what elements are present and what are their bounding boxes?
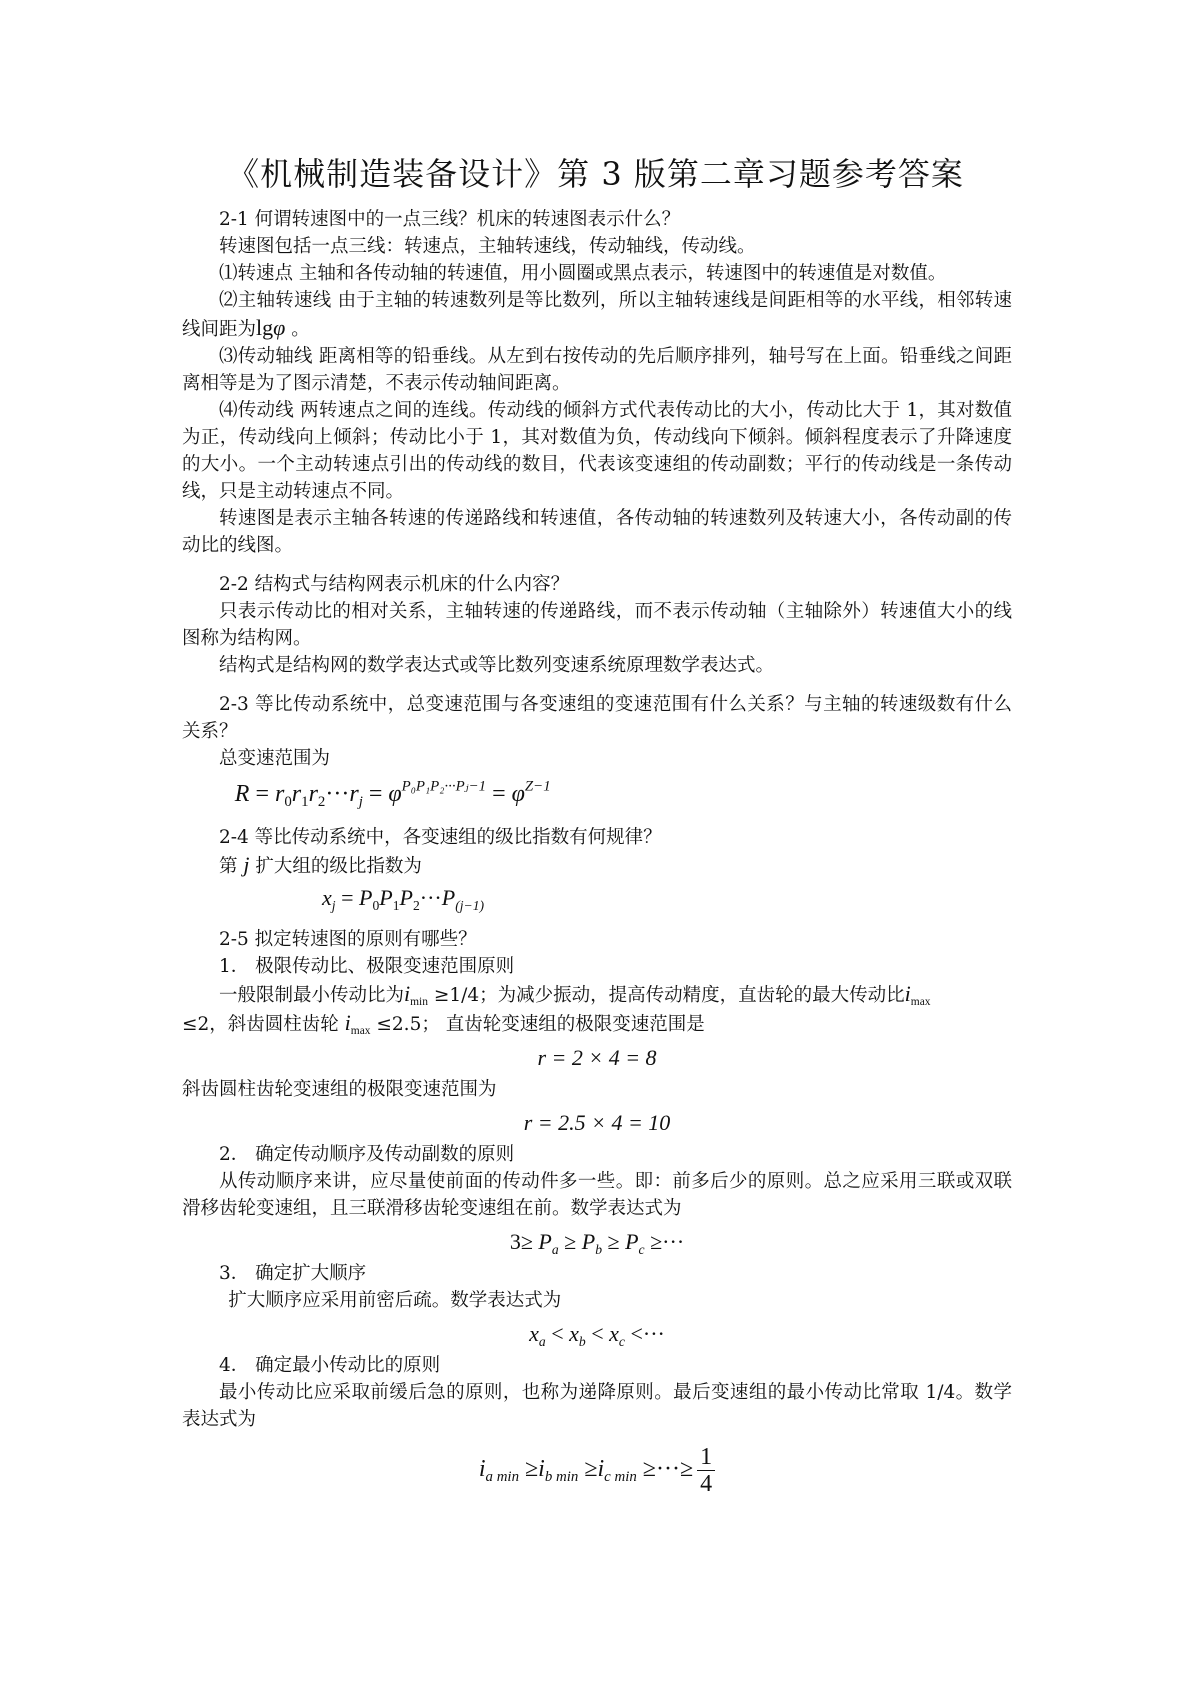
formula-ratio-index bbox=[322, 882, 1012, 914]
text: ⑵主轴转速线 由于主轴的转速数列是等比数列，所以主轴转速线是间距相等的水平线，相邻转速线间距为 bbox=[182, 290, 1012, 340]
math-r: r bbox=[291, 781, 302, 807]
math-tail: ≥··· bbox=[644, 1229, 685, 1254]
math-sub: 2 bbox=[412, 897, 420, 913]
math-i: i bbox=[344, 1010, 351, 1035]
math-lt: < bbox=[585, 1321, 610, 1346]
math-ge: ≥ bbox=[519, 1456, 539, 1482]
math-sub: 1 bbox=[392, 897, 400, 913]
formula-min-ratio bbox=[182, 1439, 1012, 1499]
math-sub: 0 bbox=[284, 794, 292, 811]
math-eq: = bbox=[486, 781, 512, 807]
paragraph bbox=[182, 1009, 1012, 1038]
text: ≤2，斜齿圆柱齿轮 bbox=[182, 1014, 345, 1035]
document-body bbox=[182, 206, 1012, 1501]
math-ge: ≥ bbox=[558, 1229, 582, 1254]
math-r: r bbox=[349, 781, 359, 807]
math-x: x bbox=[529, 1321, 539, 1346]
math-i: i bbox=[478, 1456, 486, 1482]
math-sub: a bbox=[551, 1241, 559, 1257]
paragraph: ⑶传动轴线 距离相等的铅垂线。从左到右按传动的先后顺序排列，轴号写在上面。铅垂线之间距离相等是为了图示清楚，不表示传动轴间距离。 bbox=[182, 346, 1012, 394]
math-ge: ≥ bbox=[578, 1456, 598, 1482]
math-R: R bbox=[234, 781, 250, 807]
question-2-3: 2-3 等比传动系统中，总变速范围与各变速组的变速范围有什么关系？与主轴的转速级数有什么关系？ bbox=[182, 694, 1012, 742]
math-sub: 2 bbox=[317, 794, 326, 811]
math-text: 3≥ bbox=[509, 1229, 539, 1254]
math-sub: (j−1) bbox=[455, 897, 485, 913]
math-sub: j bbox=[331, 897, 336, 913]
math-sub: max bbox=[350, 1025, 371, 1037]
paragraph bbox=[182, 980, 1012, 1009]
math-P: P bbox=[625, 1229, 639, 1254]
text: ≥1/4；为减少振动，提高传动精度，直齿轮的最大传动比 bbox=[427, 985, 905, 1006]
heading-principle-2: 2． 确定传动顺序及传动副数的原则 bbox=[219, 1144, 515, 1165]
fraction bbox=[697, 1444, 715, 1497]
text: 扩大组的级比指数为 bbox=[249, 856, 422, 877]
math-sub: max bbox=[910, 996, 931, 1008]
paragraph: 结构式是结构网的数学表达式或等比数列变速系统原理数学表达式。 bbox=[219, 655, 775, 676]
math-eq: = bbox=[249, 781, 276, 807]
paragraph bbox=[182, 287, 1012, 343]
math-P: P bbox=[538, 1229, 552, 1254]
paragraph: ⑴转速点 主轴和各传动轴的转速值，用小圆圈或黑点表示，转速图中的转速值是对数值。 bbox=[219, 263, 947, 284]
question-2-2: 2-2 结构式与结构网表示机床的什么内容？ bbox=[219, 574, 570, 595]
math-dots: ··· bbox=[419, 885, 442, 910]
text: ≤2.5； 直齿轮变速组的极限变速范围是 bbox=[370, 1014, 705, 1035]
paragraph: 最小传动比应采取前缓后急的原则，也称为递降原则。最后变速组的最小传动比常取 1/4。数学表达式为 bbox=[182, 1382, 1012, 1430]
math-dots: ··· bbox=[325, 781, 350, 807]
formula-expansion-order bbox=[182, 1318, 1012, 1350]
math-sub: c bbox=[638, 1241, 645, 1257]
fraction-denominator: 4 bbox=[700, 1470, 713, 1497]
math-i: i bbox=[904, 981, 911, 1006]
text: 。 bbox=[285, 319, 310, 340]
math-sub: b bbox=[578, 1333, 586, 1349]
formula-total-range bbox=[235, 776, 1012, 812]
question-2-4: 2-4 等比传动系统中，各变速组的级比指数有何规律？ bbox=[219, 827, 662, 848]
math-i: i bbox=[597, 1456, 605, 1482]
heading-principle-1: 1． 极限传动比、极限变速范围原则 bbox=[219, 956, 515, 977]
math-phi: φ bbox=[273, 315, 286, 340]
paragraph: 扩大顺序应采用前密后疏。数学表达式为 bbox=[228, 1290, 562, 1311]
math-x: x bbox=[322, 885, 332, 910]
paragraph: 斜齿圆柱齿轮变速组的极限变速范围为 bbox=[182, 1079, 497, 1100]
question-2-1: 2-1 何谓转速图中的一点三线？机床的转速图表示什么？ bbox=[219, 209, 681, 230]
paragraph: 总变速范围为 bbox=[219, 748, 331, 769]
math-ge: ≥ bbox=[602, 1229, 626, 1254]
math-sub: a min bbox=[485, 1469, 519, 1486]
math-sub: min bbox=[410, 996, 428, 1008]
text: 第 bbox=[219, 856, 244, 877]
paragraph: 转速图包括一点三线：转速点，主轴转速线，传动轴线，传动线。 bbox=[219, 236, 756, 257]
math-sub: c min bbox=[604, 1469, 637, 1486]
math-sub: 1 bbox=[301, 794, 309, 811]
math-sub: b bbox=[595, 1241, 603, 1257]
heading-principle-3: 3． 确定扩大顺序 bbox=[219, 1263, 367, 1284]
math-sub: j bbox=[358, 794, 363, 811]
formula-range-helical: r = 2.5 × 4 = 10 bbox=[523, 1110, 671, 1135]
heading-principle-4: 4． 确定最小传动比的原则 bbox=[219, 1355, 441, 1376]
math-x: x bbox=[609, 1321, 619, 1346]
math-P: P bbox=[581, 1229, 596, 1254]
paragraph: 只表示传动比的相对关系，主轴转速的传递路线，而不表示传动轴（主轴除外）转速值大小的线图称为结构网。 bbox=[182, 601, 1012, 649]
paragraph: 从传动顺序来讲，应尽量使前面的传动件多一些。即：前多后少的原则。总之应采用三联或双联滑移齿轮变速组，且三联滑移齿轮变速组在前。数学表达式为 bbox=[182, 1171, 1012, 1219]
page-title: 《机械制造装备设计》第 3 版第二章习题参考答案 bbox=[227, 155, 964, 193]
math-r: r bbox=[308, 781, 318, 807]
math-sup: Z−1 bbox=[524, 778, 551, 795]
formula-transmission-order bbox=[182, 1226, 1012, 1258]
math-sup: P₀P₁P₂···Pⱼ−1 bbox=[401, 778, 487, 795]
math-phi: φ bbox=[511, 781, 525, 807]
math-i: i bbox=[404, 981, 411, 1006]
math-P: P bbox=[379, 885, 393, 910]
formula-range-spur: r = 2 × 4 = 8 bbox=[537, 1045, 657, 1070]
math-sub: c bbox=[618, 1333, 625, 1349]
math-i: i bbox=[538, 1456, 545, 1482]
math-sub: 0 bbox=[372, 897, 380, 913]
paragraph bbox=[182, 851, 1012, 880]
fraction-numerator: 1 bbox=[697, 1444, 715, 1471]
math-x: x bbox=[569, 1321, 579, 1346]
math-P: P bbox=[358, 885, 373, 910]
math-lt: < bbox=[545, 1321, 570, 1346]
math-r: r bbox=[275, 781, 285, 807]
text: 一般限制最小传动比为 bbox=[219, 985, 405, 1006]
question-2-5: 2-5 拟定转速图的原则有哪些？ bbox=[219, 929, 477, 950]
math-j: j bbox=[243, 852, 250, 877]
paragraph: ⑷传动线 两转速点之间的连线。传动线的倾斜方式代表传动比的大小，传动比大于 1，其对数值为正，传动线向上倾斜；传动比小于 1，其对数值为负，传动线向下倾斜。倾斜程度表示了升降速度的大小。一个主动转速点引出的传动线的数目，代表该变速组的传动副数；平行的传动线是一条传动线，只是主动转速点不同。 bbox=[182, 400, 1012, 502]
math-tail: ≥···≥ bbox=[636, 1456, 694, 1482]
math-sub: a bbox=[538, 1333, 546, 1349]
paragraph: 转速图是表示主轴各转速的传递路线和转速值，各传动轴的转速数列及转速大小，各传动副的传动比的线图。 bbox=[182, 508, 1012, 556]
math-P: P bbox=[441, 885, 456, 910]
math-phi: φ bbox=[388, 781, 402, 807]
math-sub: b min bbox=[544, 1469, 579, 1486]
math-eq: = bbox=[335, 885, 359, 910]
math-eq: = bbox=[362, 781, 389, 807]
math-tail: <··· bbox=[624, 1321, 665, 1346]
math-P: P bbox=[399, 885, 413, 910]
math-lg: lg bbox=[256, 315, 274, 340]
